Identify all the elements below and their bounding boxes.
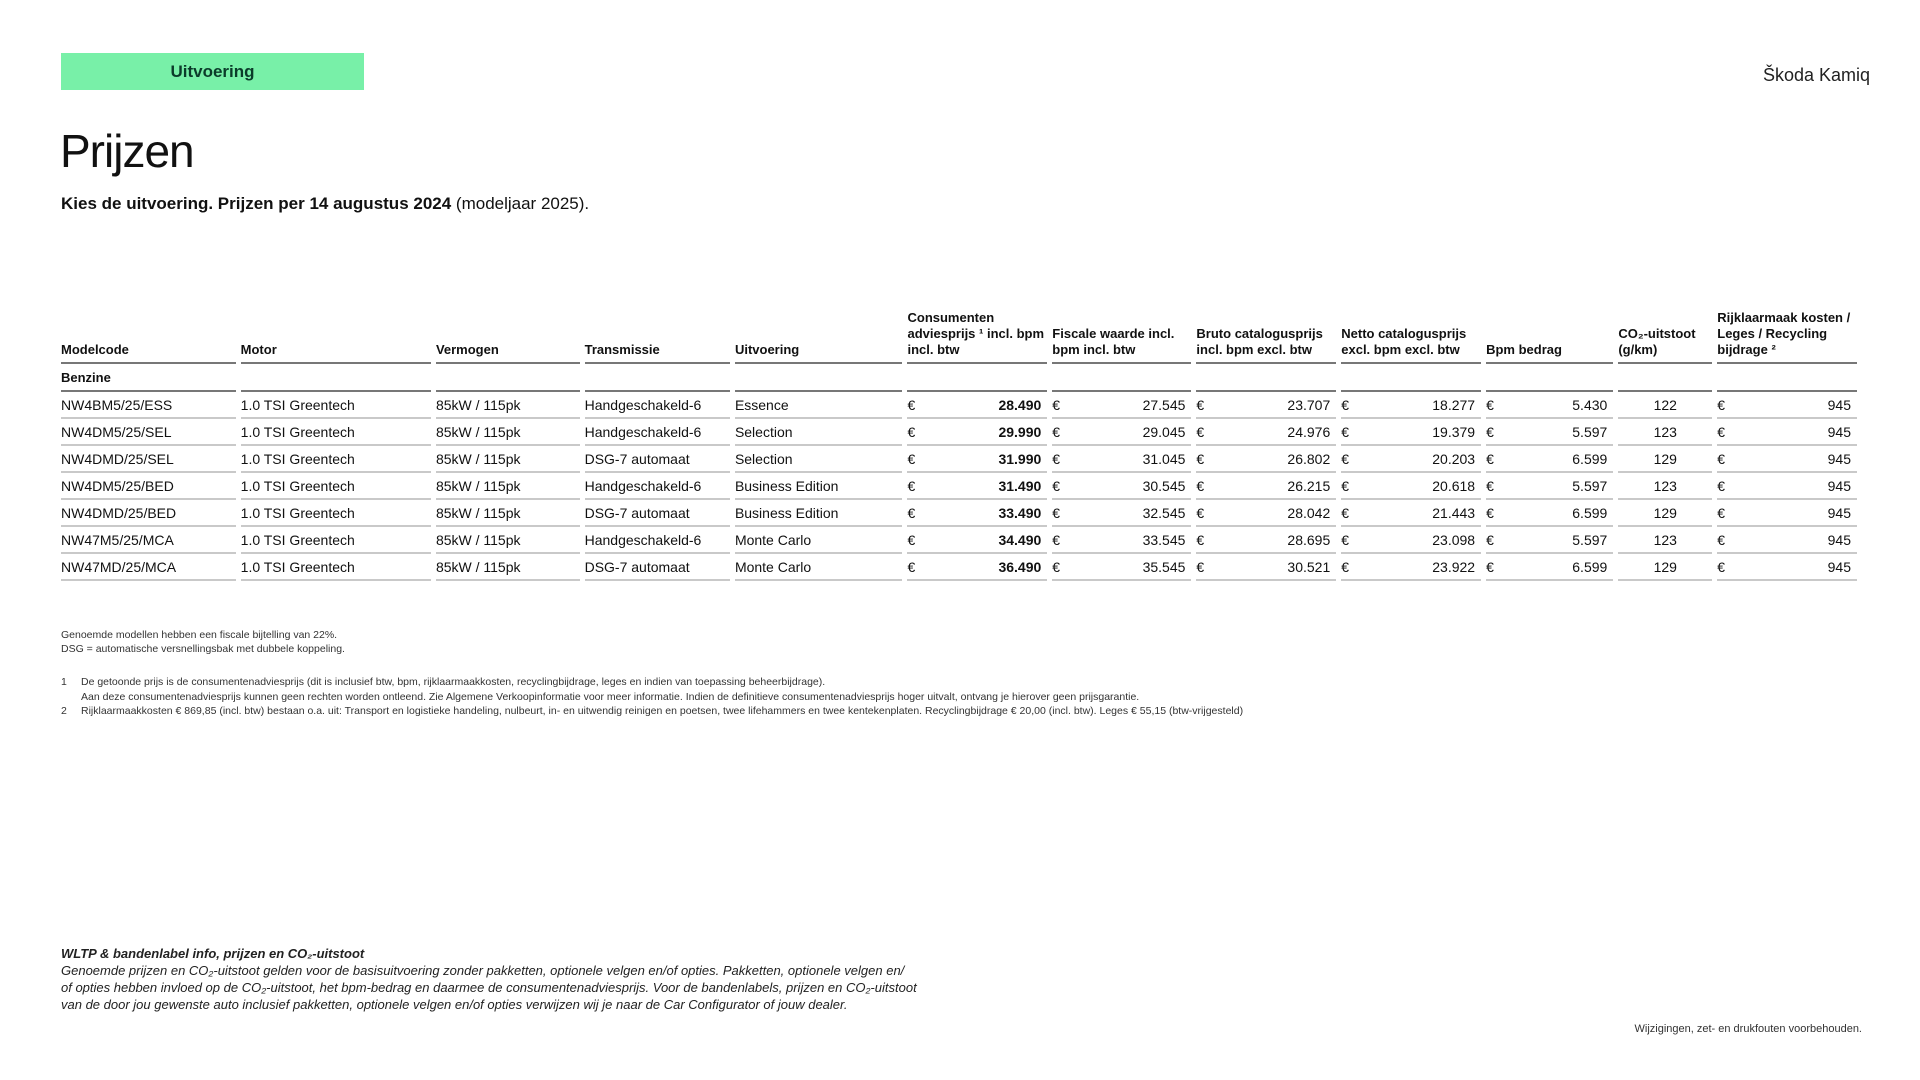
price-value: 32.545 — [1142, 504, 1186, 521]
currency-symbol: € — [1717, 504, 1726, 521]
table-cell — [1717, 446, 1857, 473]
currency-symbol: € — [1341, 450, 1350, 467]
currency-symbol: € — [1196, 423, 1205, 440]
table-cell — [1486, 446, 1613, 473]
price-value: 20.203 — [1432, 450, 1476, 467]
currency-symbol: € — [1341, 423, 1350, 440]
price-value: 29.045 — [1142, 423, 1186, 440]
table-cell: 85kW / 115pk — [436, 554, 580, 581]
price-value: 6.599 — [1572, 558, 1608, 575]
notes — [61, 628, 345, 656]
footnote — [61, 704, 1243, 719]
currency-symbol: € — [1052, 558, 1061, 575]
table-cell — [907, 419, 1047, 446]
currency-symbol: € — [1486, 558, 1494, 575]
table-cell — [1196, 392, 1336, 419]
table-cell: DSG-7 automaat — [585, 446, 730, 473]
table-cell: NW4DM5/25/BED — [61, 473, 236, 500]
table-cell — [907, 392, 1047, 419]
table-cell: 123 — [1618, 473, 1712, 500]
table-cell: 85kW / 115pk — [436, 527, 580, 554]
price-value: 6.599 — [1572, 504, 1608, 521]
table-cell — [1486, 419, 1613, 446]
table-cell — [1196, 473, 1336, 500]
price-value: 5.430 — [1572, 396, 1608, 413]
table-row — [61, 446, 1857, 473]
currency-symbol: € — [1196, 396, 1205, 413]
price-value: 36.490 — [998, 558, 1042, 575]
table-cell: NW4DMD/25/SEL — [61, 446, 236, 473]
price-table — [56, 310, 1862, 581]
table-cell: Business Edition — [735, 473, 903, 500]
table-cell: Handgeschakeld-6 — [585, 392, 730, 419]
price-value: 945 — [1827, 558, 1851, 575]
table-cell — [907, 446, 1047, 473]
price-value: 26.215 — [1287, 477, 1331, 494]
column-header: Modelcode — [61, 310, 236, 364]
currency-symbol: € — [907, 423, 916, 440]
table-cell: 1.0 TSI Greentech — [241, 392, 431, 419]
table-cell — [1052, 392, 1191, 419]
table-cell — [1052, 500, 1191, 527]
price-value: 34.490 — [998, 531, 1042, 548]
table-cell — [907, 500, 1047, 527]
column-header: Vermogen — [436, 310, 580, 364]
column-header: Rijklaarmaak kosten / Leges / Recycling bijdrage ² — [1717, 310, 1857, 364]
table-cell — [1052, 446, 1191, 473]
footnote-index — [61, 690, 81, 705]
column-header: Fiscale waarde incl. bpm incl. btw — [1052, 310, 1191, 364]
wltp-line: van de door jou gewenste auto inclusief pakketten, optionele velgen en/of opties verwijzen wij je naar de Car Configurator of jouw dealer. — [61, 997, 848, 1012]
table-cell: 123 — [1618, 527, 1712, 554]
table-cell — [1196, 527, 1336, 554]
table-cell: 1.0 TSI Greentech — [241, 527, 431, 554]
table-cell — [1341, 419, 1481, 446]
currency-symbol: € — [1196, 531, 1205, 548]
subtitle-bold: Kies de uitvoering. Prijzen per 14 augustus 2024 — [61, 194, 452, 213]
price-value: 24.976 — [1287, 423, 1331, 440]
price-value: 26.802 — [1287, 450, 1331, 467]
table-cell — [1052, 419, 1191, 446]
table-cell: NW47MD/25/MCA — [61, 554, 236, 581]
table-cell — [1341, 392, 1481, 419]
table-header-row — [61, 310, 1857, 364]
table-cell: 123 — [1618, 419, 1712, 446]
price-value: 31.990 — [998, 450, 1042, 467]
price-value: 6.599 — [1572, 450, 1608, 467]
table-cell: NW4BM5/25/ESS — [61, 392, 236, 419]
table-cell — [1486, 473, 1613, 500]
currency-symbol: € — [1717, 423, 1726, 440]
table-cell — [1486, 500, 1613, 527]
table-cell — [1196, 554, 1336, 581]
price-value: 27.545 — [1142, 396, 1186, 413]
page-subtitle — [61, 194, 589, 214]
table-cell: 1.0 TSI Greentech — [241, 554, 431, 581]
column-header: Bruto catalogusprijs incl. bpm excl. btw — [1196, 310, 1336, 364]
price-value: 31.490 — [998, 477, 1042, 494]
currency-symbol: € — [1052, 531, 1061, 548]
table-cell — [1341, 446, 1481, 473]
table-cell — [1486, 554, 1613, 581]
price-value: 5.597 — [1572, 477, 1608, 494]
column-header: CO₂-uitstoot (g/km) — [1618, 310, 1712, 364]
table-cell: 1.0 TSI Greentech — [241, 419, 431, 446]
table-cell — [907, 527, 1047, 554]
table-cell: 85kW / 115pk — [436, 392, 580, 419]
currency-symbol: € — [1196, 504, 1205, 521]
note-dsg: DSG = automatische versnellingsbak met dubbele koppeling. — [61, 643, 345, 655]
wltp-info — [61, 945, 961, 1013]
price-value: 19.379 — [1432, 423, 1476, 440]
table-row — [61, 500, 1857, 527]
table-cell: 85kW / 115pk — [436, 500, 580, 527]
currency-symbol: € — [1717, 477, 1726, 494]
table-cell: DSG-7 automaat — [585, 554, 730, 581]
subtitle-rest: (modeljaar 2025). — [451, 194, 590, 213]
table-cell — [1486, 392, 1613, 419]
section-tag: Uitvoering — [61, 53, 364, 90]
price-value: 5.597 — [1572, 423, 1608, 440]
table-cell: 129 — [1618, 500, 1712, 527]
table-cell: 85kW / 115pk — [436, 419, 580, 446]
table-cell: Handgeschakeld-6 — [585, 473, 730, 500]
footnote — [61, 690, 1243, 705]
column-header: Bpm bedrag — [1486, 310, 1613, 364]
currency-symbol: € — [1341, 396, 1350, 413]
table-cell — [1052, 554, 1191, 581]
table-cell: 122 — [1618, 392, 1712, 419]
table-cell: 85kW / 115pk — [436, 446, 580, 473]
table-cell — [1486, 527, 1613, 554]
price-value: 30.545 — [1142, 477, 1186, 494]
table-cell — [1717, 392, 1857, 419]
table-cell: Business Edition — [735, 500, 903, 527]
currency-symbol: € — [1717, 558, 1726, 575]
table-cell — [1717, 554, 1857, 581]
currency-symbol: € — [1341, 531, 1350, 548]
table-cell — [1717, 419, 1857, 446]
table-cell: NW4DMD/25/BED — [61, 500, 236, 527]
table-cell — [1717, 473, 1857, 500]
footnote-index: 2 — [61, 705, 67, 717]
currency-symbol: € — [907, 477, 916, 494]
table-cell — [1196, 419, 1336, 446]
column-header: Motor — [241, 310, 431, 364]
currency-symbol: € — [1341, 504, 1350, 521]
price-value: 21.443 — [1432, 504, 1476, 521]
footnote — [61, 675, 1243, 690]
note-bijtelling: Genoemde modellen hebben een fiscale bijtelling van 22%. — [61, 629, 338, 641]
currency-symbol: € — [1052, 450, 1061, 467]
currency-symbol: € — [1052, 396, 1061, 413]
table-cell — [1341, 527, 1481, 554]
table-cell: Monte Carlo — [735, 527, 903, 554]
currency-symbol: € — [1341, 558, 1350, 575]
table-cell: NW4DM5/25/SEL — [61, 419, 236, 446]
table-row — [61, 527, 1857, 554]
currency-symbol: € — [1717, 531, 1726, 548]
price-value: 29.990 — [998, 423, 1042, 440]
currency-symbol: € — [1196, 477, 1205, 494]
price-value: 23.707 — [1287, 396, 1331, 413]
wltp-heading: WLTP & bandenlabel info, prijzen en CO₂-uitstoot — [61, 946, 365, 961]
price-value: 35.545 — [1142, 558, 1186, 575]
currency-symbol: € — [1052, 504, 1061, 521]
price-value: 33.545 — [1142, 531, 1186, 548]
price-value: 5.597 — [1572, 531, 1608, 548]
currency-symbol: € — [1341, 477, 1350, 494]
price-value: 945 — [1827, 423, 1851, 440]
price-value: 28.490 — [998, 396, 1042, 413]
table-cell: Essence — [735, 392, 903, 419]
table-cell: DSG-7 automaat — [585, 500, 730, 527]
footnote-text: De getoonde prijs is de consumentenadviesprijs (dit is inclusief btw, bpm, rijklaarmaakkosten, recyclingbijdrage, leges en indien van toepassing beheerbijdrage). — [81, 676, 826, 688]
wltp-line: of opties hebben invloed op de CO₂-uitstoot, het bpm-bedrag en daarmee de consumentenadviesprijs. Voor de bandenlabels, prijzen en CO₂-uitstoot — [61, 980, 917, 995]
table-cell: 129 — [1618, 446, 1712, 473]
column-header: Netto catalogusprijs excl. bpm excl. btw — [1341, 310, 1481, 364]
currency-symbol: € — [907, 558, 916, 575]
footnote-text: Rijklaarmaakkosten € 869,85 (incl. btw) bestaan o.a. uit: Transport en logistieke handeling, nulbeurt, in- en uitwendig reinigen en poetsen, twee lifehammers en twee kentekenplaten. Recyclingbijdrage € 20,00 (incl. btw). Leges € 55,15 (btw-vrijgesteld) — [81, 705, 1244, 717]
table-row — [61, 473, 1857, 500]
currency-symbol: € — [1486, 423, 1494, 440]
table-cell: 1.0 TSI Greentech — [241, 500, 431, 527]
table-row — [61, 554, 1857, 581]
page-title: Prijzen — [60, 125, 194, 177]
price-value: 31.045 — [1142, 450, 1186, 467]
currency-symbol: € — [1486, 396, 1494, 413]
column-header: Uitvoering — [735, 310, 903, 364]
table-cell — [1717, 527, 1857, 554]
table-cell: Selection — [735, 446, 903, 473]
currency-symbol: € — [1717, 450, 1726, 467]
currency-symbol: € — [907, 504, 916, 521]
currency-symbol: € — [907, 531, 916, 548]
table-cell: Handgeschakeld-6 — [585, 527, 730, 554]
table-cell — [1341, 500, 1481, 527]
wltp-line: Genoemde prijzen en CO₂-uitstoot gelden voor de basisuitvoering zonder pakketten, optionele velgen en/of opties. Pakketten, optionele velgen en/ — [61, 963, 905, 978]
footnote-text: Aan deze consumentenadviesprijs kunnen geen rechten worden ontleend. Zie Algemene Verkoopinformatie voor meer informatie. Indien de definitieve consumentenadviesprijs hoger uitvalt, ontvang je hierover geen prijsgarantie. — [81, 690, 1140, 703]
currency-symbol: € — [907, 396, 916, 413]
table-cell — [1341, 554, 1481, 581]
column-header: Transmissie — [585, 310, 730, 364]
table-cell — [907, 554, 1047, 581]
price-value: 18.277 — [1432, 396, 1476, 413]
table-cell — [1341, 473, 1481, 500]
brand-name: Škoda Kamiq — [1762, 65, 1870, 85]
currency-symbol: € — [1052, 423, 1061, 440]
table-cell — [907, 473, 1047, 500]
table-cell — [1052, 527, 1191, 554]
table-cell — [1052, 473, 1191, 500]
price-value: 945 — [1827, 531, 1851, 548]
price-value: 28.695 — [1287, 531, 1331, 548]
price-value: 945 — [1827, 477, 1851, 494]
currency-symbol: € — [1196, 450, 1205, 467]
table-cell: 85kW / 115pk — [436, 473, 580, 500]
currency-symbol: € — [1486, 450, 1494, 467]
table-cell: 1.0 TSI Greentech — [241, 473, 431, 500]
currency-symbol: € — [1717, 396, 1726, 413]
disclaimer: Wijzigingen, zet- en drukfouten voorbehouden. — [1634, 1023, 1862, 1035]
price-value: 30.521 — [1287, 558, 1331, 575]
currency-symbol: € — [1486, 531, 1494, 548]
column-header: Consumenten adviesprijs ¹ incl. bpm incl. btw — [907, 310, 1047, 364]
table-row — [61, 392, 1857, 419]
price-value: 945 — [1827, 504, 1851, 521]
currency-symbol: € — [1486, 504, 1494, 521]
price-value: 945 — [1827, 450, 1851, 467]
table-cell: Monte Carlo — [735, 554, 903, 581]
currency-symbol: € — [1196, 558, 1205, 575]
table-cell — [1717, 500, 1857, 527]
table-cell: 129 — [1618, 554, 1712, 581]
table-cell — [1196, 446, 1336, 473]
price-value: 23.922 — [1432, 558, 1476, 575]
table-cell: NW47M5/25/MCA — [61, 527, 236, 554]
price-value: 28.042 — [1287, 504, 1331, 521]
group-label: Benzine — [61, 364, 236, 392]
table-cell — [1196, 500, 1336, 527]
price-value: 20.618 — [1432, 477, 1476, 494]
price-value: 945 — [1827, 396, 1851, 413]
table-cell: 1.0 TSI Greentech — [241, 446, 431, 473]
footnotes — [61, 675, 1243, 719]
table-cell: Handgeschakeld-6 — [585, 419, 730, 446]
footnote-index: 1 — [61, 676, 67, 688]
currency-symbol: € — [1052, 477, 1061, 494]
price-value: 23.098 — [1432, 531, 1476, 548]
group-row — [61, 364, 1857, 392]
table-row — [61, 419, 1857, 446]
currency-symbol: € — [1486, 477, 1494, 494]
currency-symbol: € — [907, 450, 916, 467]
table-cell: Selection — [735, 419, 903, 446]
price-value: 33.490 — [998, 504, 1042, 521]
